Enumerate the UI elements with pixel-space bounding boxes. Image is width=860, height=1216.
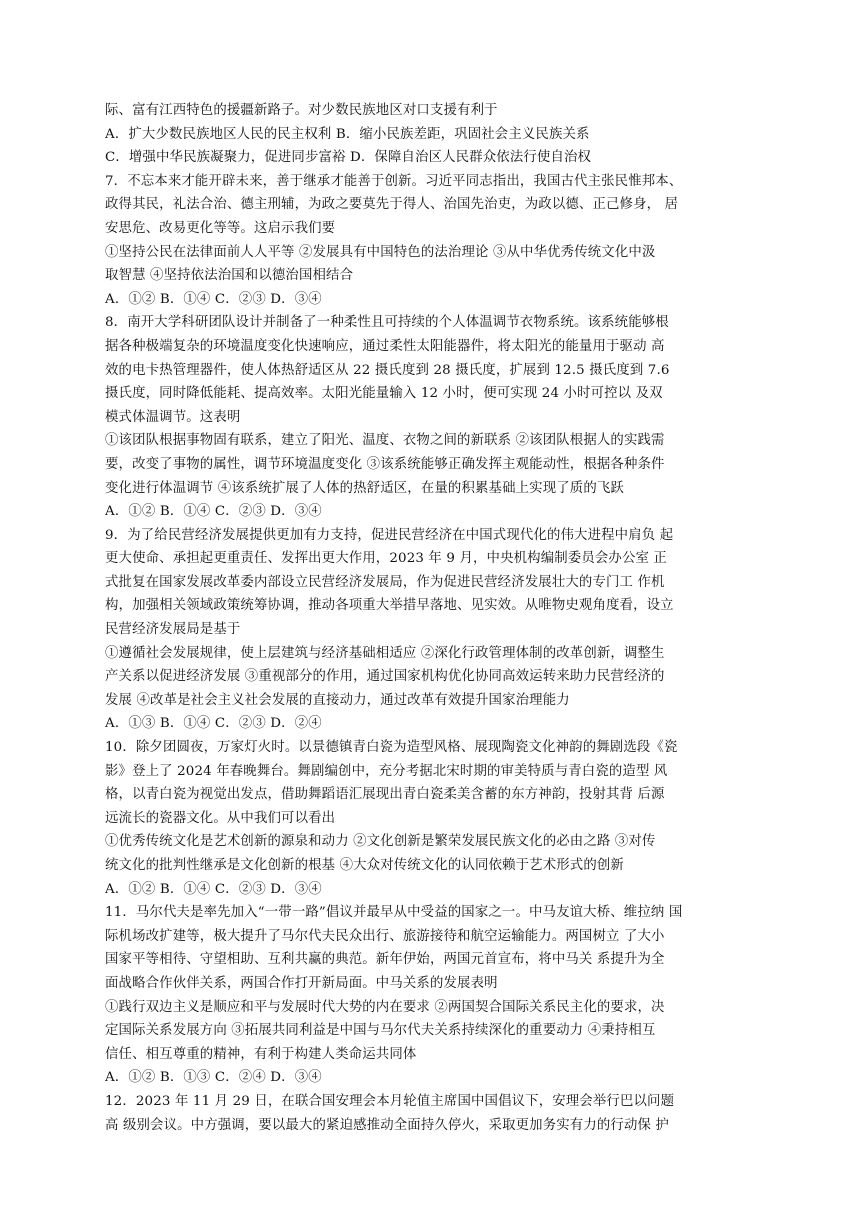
exam-page [105, 99, 745, 1137]
text-line: 信任、相互尊重的精神，有利于构建人类命运共同体 [105, 1046, 417, 1062]
text-line: 摄氏度，同时降低能耗、提高效率。太阳光能量输入 12 小时，便可实现 24 小时可控以 及双 [105, 386, 663, 402]
text-line: 高 级别会议。中方强调，要以最大的紧迫感推动全面持久停火，采取更加务实有力的行动保 护 [105, 1117, 669, 1133]
text-line: 模式体温调节。这表明 [105, 409, 241, 425]
text-line: 民营经济发展局是基于 [105, 622, 241, 638]
text-line: ①践行双边主义是顺应和平与发展时代大势的内在要求 ②两国契合国际关系民主化的要求，决 [105, 999, 665, 1015]
text-line: ①坚持公民在法律面前人人平等 ②发展具有中国特色的法治理论 ③从中华优秀传统文化中汲 [105, 244, 656, 260]
text-line: 构，加强相关领域政策统筹协调，推动各项重大举措早落地、见实效。从唯物史观角度看，设立 [105, 598, 674, 614]
text-line: A．①② B．①④ C．②③ D．③④ [105, 291, 322, 307]
text-line: A．扩大少数民族地区人民的民主权利 B．缩小民族差距，巩固社会主义民族关系 [105, 126, 590, 142]
text-line: 12．2023 年 11 月 29 日，在联合国安理会本月轮值主席国中国倡议下，安理会举行巴以问题 [105, 1093, 675, 1109]
text-line: 11．马尔代夫是率先加入“一带一路”倡议并最早从中受益的国家之一。中马友谊大桥、维拉纳 国 [105, 905, 683, 921]
text-line: 统文化的批判性继承是文化创新的根基 ④大众对传统文化的认同依赖于艺术形式的创新 [105, 858, 624, 873]
text-line: 10．除夕团圆夜，万家灯火时。以景德镇青白瓷为造型风格、展现陶瓷文化神韵的舞剧选段《瓷 [105, 740, 678, 756]
text-line: 面战略合作伙伴关系，两国合作打开新局面。中马关系的发展表明 [105, 975, 498, 991]
text-line: 8．南开大学科研团队设计并制备了一种柔性且可持续的个人体温调节衣物系统。该系统能够根 [105, 315, 669, 331]
text-line: 效的电卡热管理器件，使人体热舒适区从 22 摄氏度到 28 摄氏度，扩展到 12.5 摄氏度到 7.6 [105, 362, 670, 378]
text-line: 据各种极端复杂的环境温度变化快速响应，通过柔性太阳能器件，将太阳光的能量用于驱动 高 [105, 338, 665, 354]
text-line: 远流长的瓷器文化。从中我们可以看出 [105, 810, 336, 826]
text-line: 更大使命、承担起更重责任、发挥出更大作用，2023 年 9 月，中央机构编制委员会办公室 正 [105, 551, 667, 567]
text-line: 际、富有江西特色的援疆新路子。对少数民族地区对口支援有利于 [105, 103, 498, 118]
text-line: A．①③ B．①④ C．②③ D．②④ [105, 716, 322, 732]
text-line: 产关系以促进经济发展 ③重视部分的作用，通过国家机构优化协同高效运转来助力民营经济的 [105, 669, 665, 685]
text-line: 国家平等相待、守望相助、互利共赢的典范。新年伊始，两国元首宣布，将中马关 系提升为全 [105, 952, 665, 968]
text-line: ①优秀传统文化是艺术创新的源泉和动力 ②文化创新是繁荣发展民族文化的必由之路 ③对传 [105, 834, 656, 850]
text-line: 取智慧 ④坚持依法治国和以德治国相结合 [105, 268, 354, 284]
text-line: A．①② B．①④ C．②③ D．③④ [105, 504, 322, 520]
text-line: 发展 ④改革是社会主义社会发展的直接动力，通过改革有效提升国家治理能力 [105, 692, 570, 708]
text-line: A．①② B．①④ C．②③ D．③④ [105, 881, 322, 897]
text-line: 定国际关系发展方向 ③拓展共同利益是中国与马尔代夫关系持续深化的重要动力 ④秉持相互 [105, 1023, 656, 1039]
text-line: 要，改变了事物的属性，调节环境温度变化 ③该系统能够正确发挥主观能动性，根据各种条件 [105, 456, 665, 472]
text-line: 政得其民，礼法合治、德主刑辅，为政之要莫先于得人、治国先治吏，为政以德、正己修身， 居 [105, 197, 679, 213]
text-line: 影》登上了 2024 年春晚舞台。舞剧编创中，充分考据北宋时期的审美特质与青白瓷的造型 风 [105, 763, 668, 779]
text-line: ①遵循社会发展规律，使上层建筑与经济基础相适应 ②深化行政管理体制的改革创新，调整生 [105, 645, 665, 661]
text-line: C．增强中华民族凝聚力，促进同步富裕 D．保障自治区人民群众依法行使自治权 [105, 150, 592, 166]
text-line: ①该团队根据事物固有联系，建立了阳光、温度、衣物之间的新联系 ②该团队根据人的实践需 [105, 433, 665, 449]
text-line: 式批复在国家发展改革委内部设立民营经济发展局，作为促进民营经济发展壮大的专门工 作机 [105, 574, 665, 590]
text-line: 变化进行体温调节 ④该系统扩展了人体的热舒适区，在量的积累基础上实现了质的飞跃 [105, 480, 624, 496]
text-line: 安思危、改易更化等等。这启示我们要 [105, 220, 336, 236]
text-line: 7．不忘本来才能开辟未来，善于继承才能善于创新。习近平同志指出，我国古代主张民惟邦本、 [105, 173, 683, 189]
text-line: 格，以青白瓷为视觉出发点，借助舞蹈语汇展现出青白瓷柔美含蓄的东方神韵，投射其背 后源 [105, 787, 665, 803]
text-line: 际机场改扩建等，极大提升了马尔代夫民众出行、旅游接待和航空运输能力。两国树立 了大小 [105, 928, 665, 944]
text-line: 9．为了给民营经济发展提供更加有力支持，促进民营经济在中国式现代化的伟大进程中肩负 起 [105, 527, 674, 543]
text-line: A．①② B．①③ C．②④ D．③④ [105, 1070, 322, 1086]
